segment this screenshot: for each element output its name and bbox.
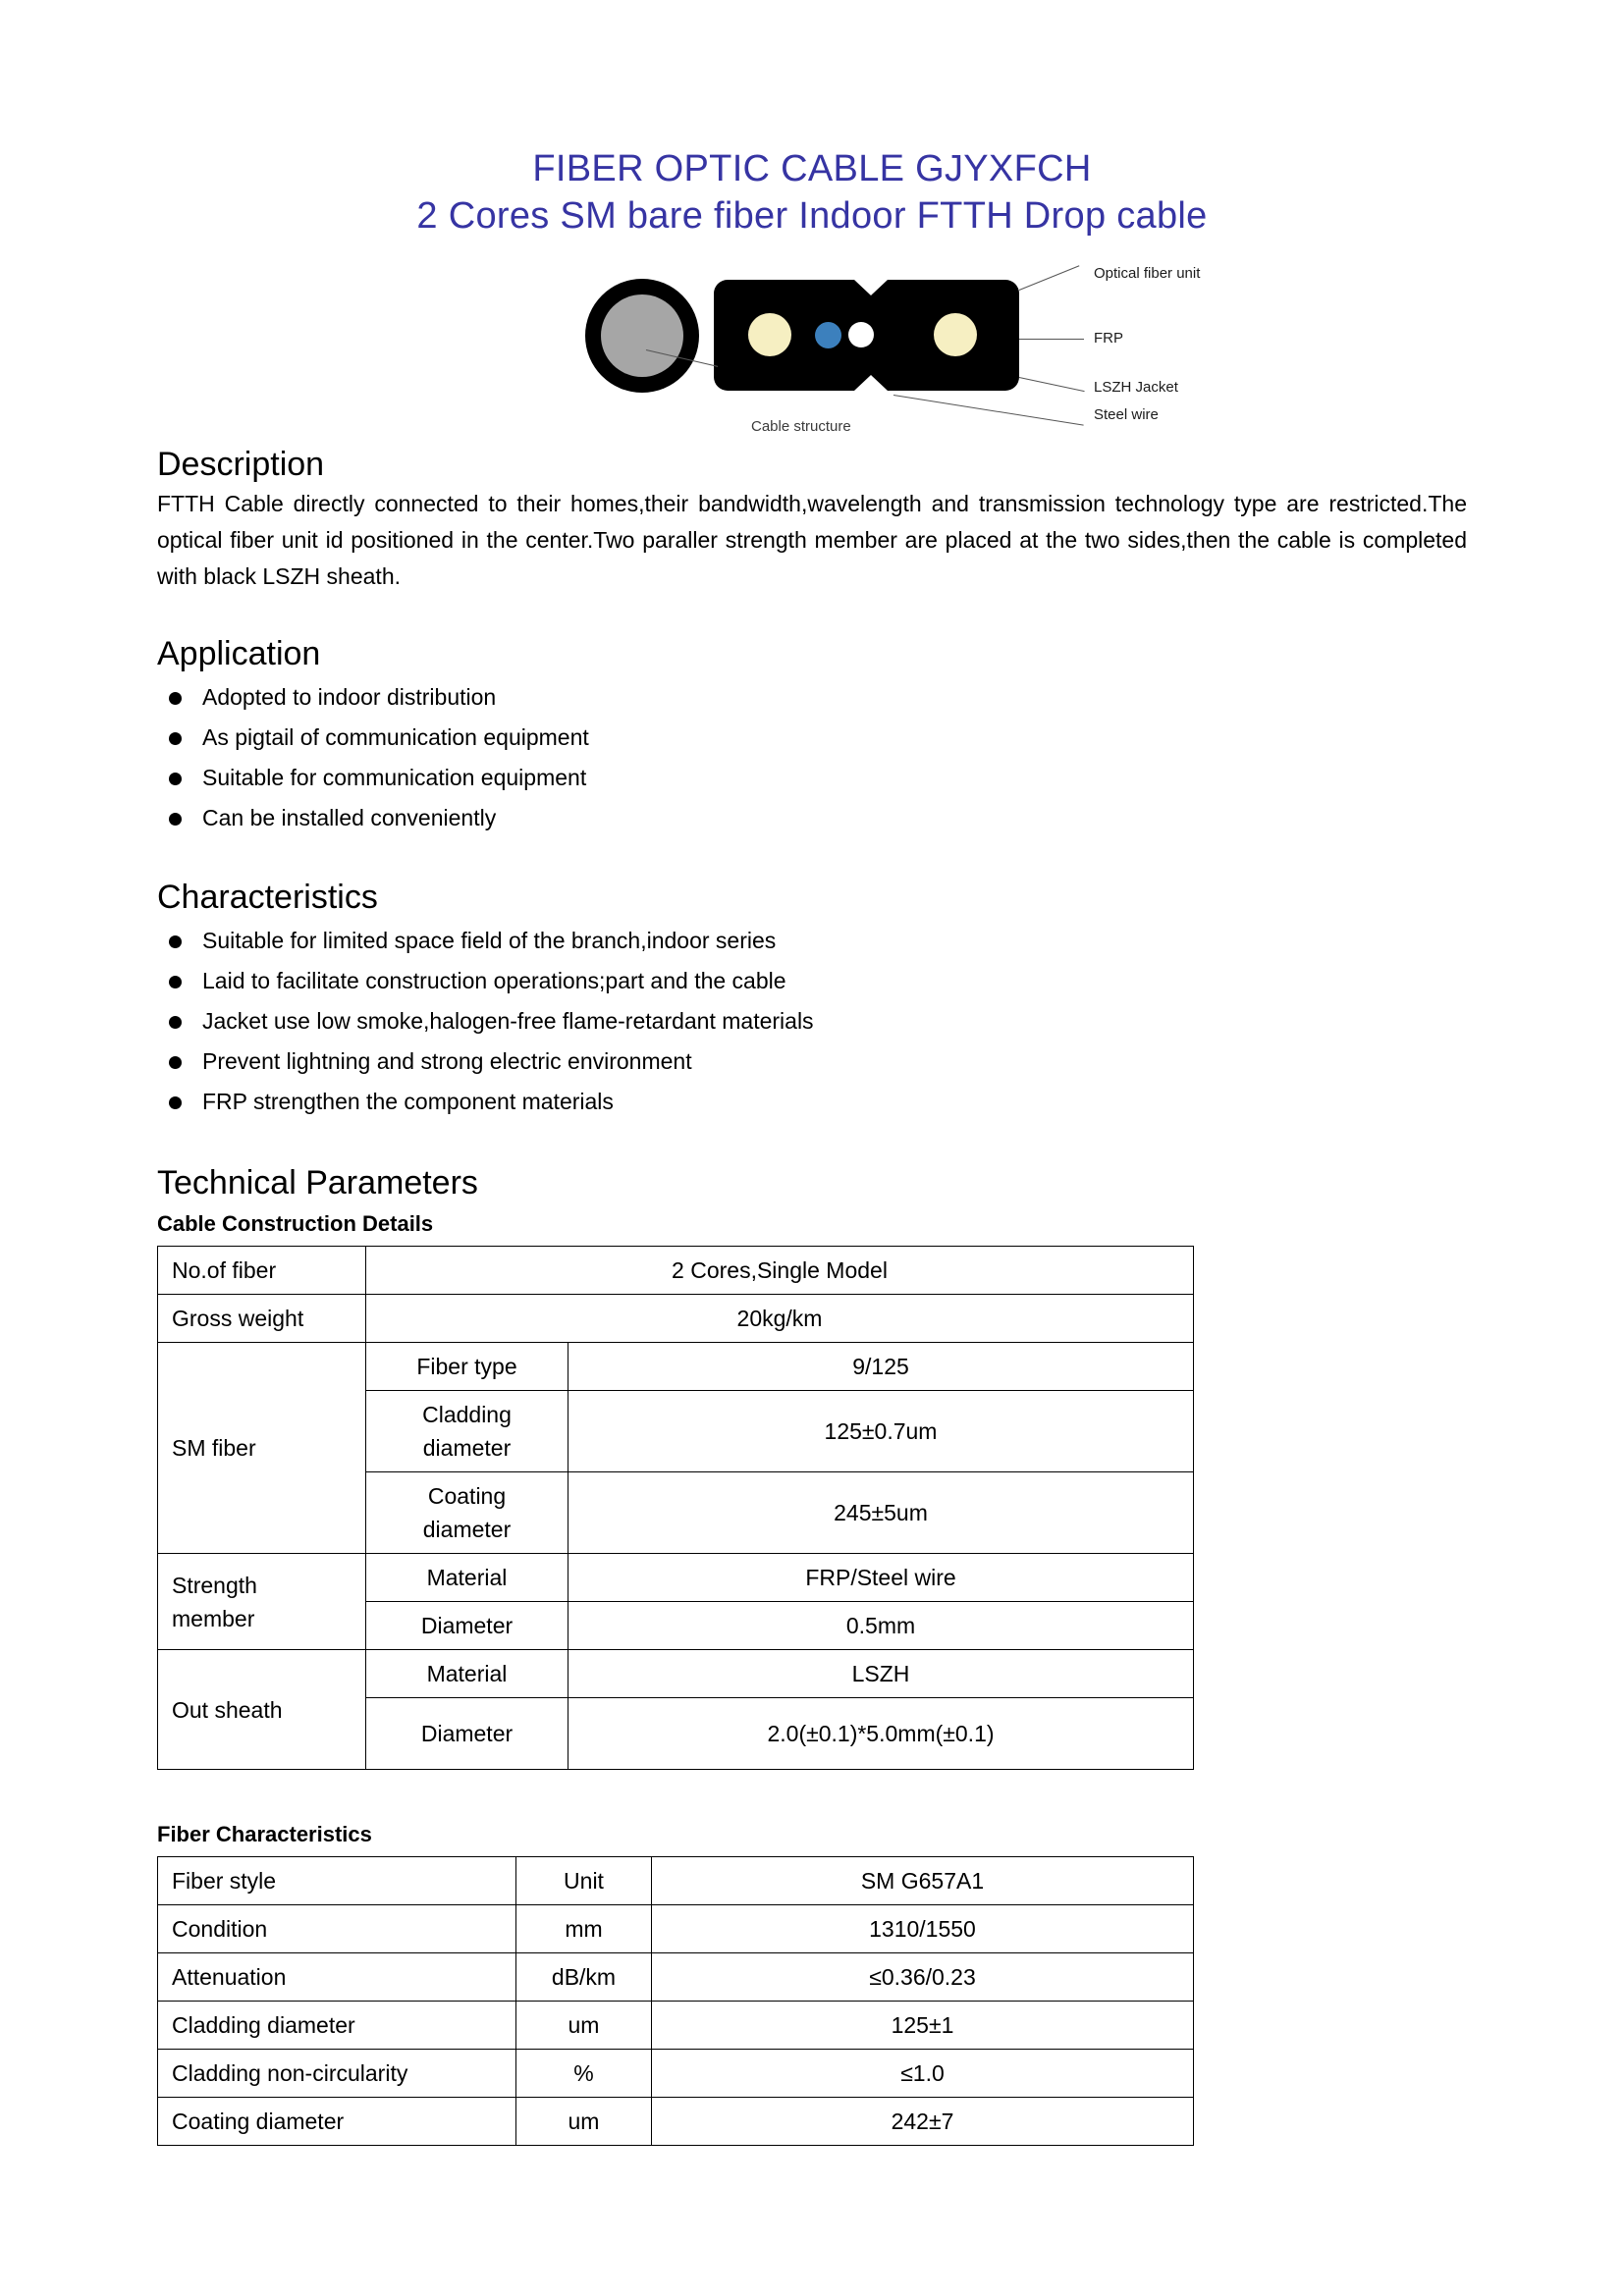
technical-parameters-heading: Technical Parameters [157,1164,478,1201]
cell-label: Gross weight [158,1295,366,1343]
cell-unit: mm [516,1905,652,1953]
leader-line-lszh-jacket [1019,377,1085,392]
cell-value: 1310/1550 [652,1905,1194,1953]
fiber-characteristics-subheading: Fiber Characteristics [157,1822,372,1846]
list-item [157,758,1467,798]
cable-structure-diagram [157,257,1467,439]
table-row [158,1295,1194,1343]
diagram-caption: Cable structure [751,418,851,435]
table-row [158,2050,1194,2098]
bullet-dot-icon [169,692,182,705]
cell-value: 2.0(±0.1)*5.0mm(±0.1) [568,1698,1194,1770]
list-item-label: Can be installed conveniently [202,805,497,830]
list-item-label: As pigtail of communication equipment [202,724,589,750]
list-item [157,798,1467,838]
cell-value: 9/125 [568,1343,1194,1391]
table-row [158,2098,1194,2146]
list-item-label: Adopted to indoor distribution [202,684,497,710]
cell-value: FRP/Steel wire [568,1554,1194,1602]
characteristics-heading: Characteristics [157,879,378,916]
table-row [158,1857,1194,1905]
list-item [157,1082,1467,1122]
bullet-dot-icon [169,1096,182,1109]
cell-value: 125±1 [652,2002,1194,2050]
cable-construction-subheading: Cable Construction Details [157,1211,434,1236]
cell-value: 245±5um [568,1472,1194,1554]
table-row [158,2002,1194,2050]
cell-subkey: Diameter [366,1602,568,1650]
cell-subkey: Fiber type [366,1343,568,1391]
cell-value: 125±0.7um [568,1391,1194,1472]
list-item [157,921,1467,961]
list-item [157,1041,1467,1082]
cell-label: Cladding non-circularity [158,2050,516,2098]
application-heading: Application [157,635,321,672]
fiber-characteristics-table [157,1856,1194,2146]
cell-label-sm-fiber: SM fiber [158,1343,366,1554]
cell-unit: dB/km [516,1953,652,2002]
table-row [158,1247,1194,1295]
bullet-dot-icon [169,773,182,785]
list-item [157,718,1467,758]
frp-rod-right-icon [934,313,977,356]
cell-unit: um [516,2002,652,2050]
steel-wire-core-icon [601,294,683,377]
cell-label-strength-member: Strength member [158,1554,366,1650]
leader-line-frp [1019,339,1084,340]
list-item-label: FRP strengthen the component materials [202,1089,614,1114]
callout-steel-wire: Steel wire [1094,406,1159,423]
description-section [157,445,1467,595]
bullet-dot-icon [169,935,182,948]
callout-frp: FRP [1094,330,1123,347]
application-list [157,677,1467,838]
bullet-dot-icon [169,1056,182,1069]
table-row [158,1554,1194,1602]
cell-value: 242±7 [652,2098,1194,2146]
table-row [158,1343,1194,1391]
cell-unit: Unit [516,1857,652,1905]
cell-label: Coating diameter [158,2098,516,2146]
list-item-label: Jacket use low smoke,halogen-free flame-retardant materials [202,1008,814,1034]
jacket-notch-top-icon [854,280,888,295]
list-item-label: Suitable for communication equipment [202,765,587,790]
description-text: FTTH Cable directly connected to their homes,their bandwidth,wavelength and transmission technology type are restricted.The optical fiber unit id positioned in the center.Two paraller strength member are placed at the two sides,then the cable is completed with black LSZH sheath. [157,491,1467,589]
characteristics-section [157,878,1467,1122]
list-item-label: Suitable for limited space field of the branch,indoor series [202,928,777,953]
cell-label: Cladding diameter [158,2002,516,2050]
list-item-label: Prevent lightning and strong electric environment [202,1048,692,1074]
cell-label-out-sheath: Out sheath [158,1650,366,1770]
bullet-dot-icon [169,813,182,826]
cell-unit: um [516,2098,652,2146]
cell-value: LSZH [568,1650,1194,1698]
table-row [158,1953,1194,2002]
jacket-notch-bottom-icon [854,375,888,391]
leader-line-optical-fiber-unit [1019,265,1080,291]
application-section [157,634,1467,838]
description-heading: Description [157,446,325,483]
list-item [157,961,1467,1001]
optical-fiber-white-icon [848,322,874,347]
optical-fiber-blue-icon [815,322,841,348]
bullet-dot-icon [169,732,182,745]
cell-value: ≤1.0 [652,2050,1194,2098]
callout-lszh-jacket: LSZH Jacket [1094,379,1178,396]
table-row [158,1905,1194,1953]
cell-label: Fiber style [158,1857,516,1905]
lszh-jacket-left-icon [714,280,871,391]
page-title [157,0,1467,240]
cell-value: ≤0.36/0.23 [652,1953,1194,2002]
cell-value: 20kg/km [366,1295,1194,1343]
table-row [158,1650,1194,1698]
cable-construction-table [157,1246,1194,1770]
list-item [157,1001,1467,1041]
cell-value: SM G657A1 [652,1857,1194,1905]
bullet-dot-icon [169,1016,182,1029]
callout-optical-fiber-unit: Optical fiber unit [1094,265,1201,282]
characteristics-list [157,921,1467,1122]
cell-subkey: Material [366,1650,568,1698]
cell-subkey: Cladding diameter [366,1391,568,1472]
list-item-label: Laid to facilitate construction operations;part and the cable [202,968,786,993]
cell-label: Attenuation [158,1953,516,2002]
cell-subkey: Diameter [366,1698,568,1770]
title-line-1: FIBER OPTIC CABLE GJYXFCH [532,148,1092,189]
list-item [157,677,1467,718]
cell-subkey: Material [366,1554,568,1602]
round-cable-cross-section-icon [585,279,699,393]
cell-value: 2 Cores,Single Model [366,1247,1194,1295]
title-line-2: 2 Cores SM bare fiber Indoor FTTH Drop cable [416,195,1208,237]
bullet-dot-icon [169,976,182,988]
cell-unit: % [516,2050,652,2098]
technical-parameters-section [157,1163,1467,2146]
cell-value: 0.5mm [568,1602,1194,1650]
cell-label: Condition [158,1905,516,1953]
leader-line-steel-wire [893,395,1084,426]
cell-label: No.of fiber [158,1247,366,1295]
cell-subkey: Coating diameter [366,1472,568,1554]
frp-rod-left-icon [748,313,791,356]
